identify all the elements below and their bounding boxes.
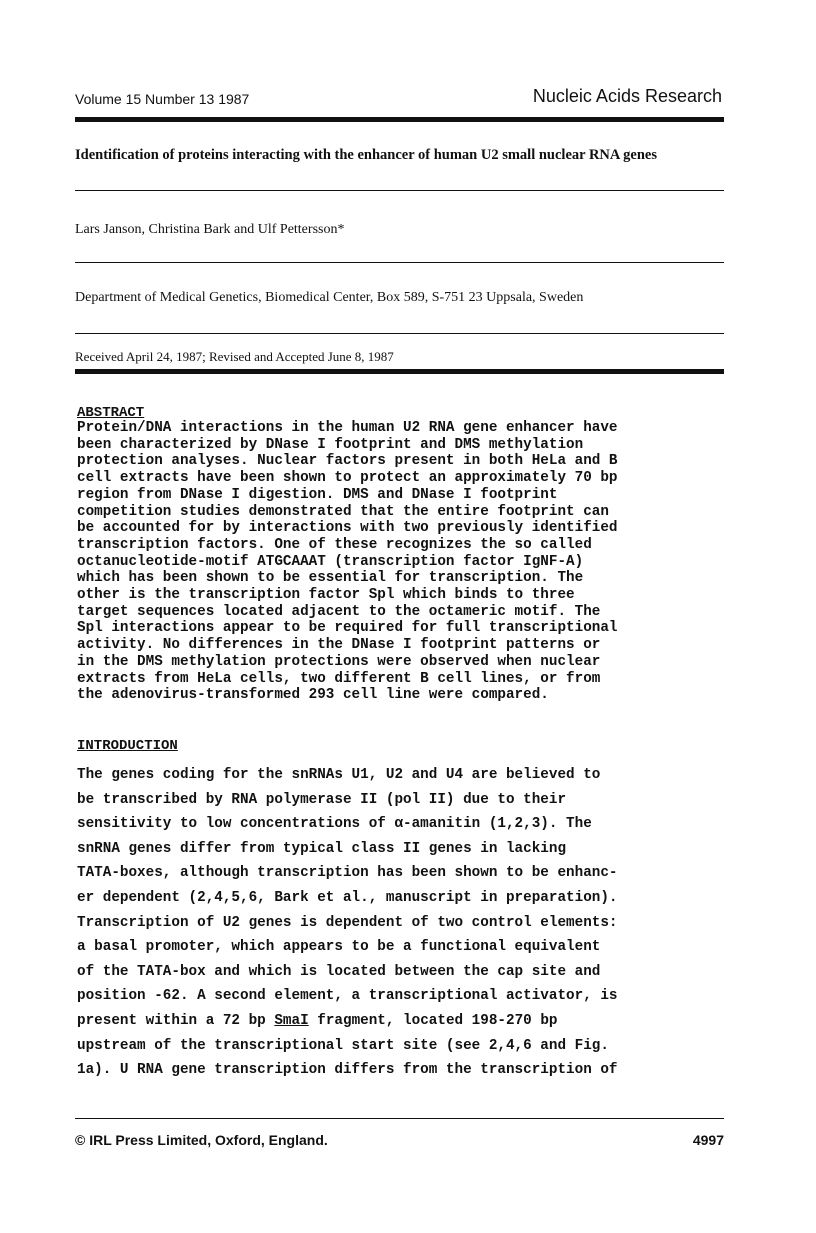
intro-line: 1a). U RNA gene transcription differs from the transcription of <box>77 1062 618 1079</box>
divider <box>75 333 724 334</box>
abstract-line: other is the transcription factor Spl which binds to three <box>77 587 575 604</box>
received-dates: Received April 24, 1987; Revised and Accepted June 8, 1987 <box>75 349 394 364</box>
intro-line: upstream of the transcriptional start site (see 2,4,6 and Fig. <box>77 1037 609 1054</box>
intro-line: a basal promoter, which appears to be a functional equivalent <box>77 939 601 956</box>
divider <box>75 190 724 191</box>
introduction-heading: INTRODUCTION <box>77 738 178 754</box>
intro-text: fragment, located 198-270 bp <box>308 1012 558 1029</box>
abstract-line: octanucleotide-motif ATGCAAAT (transcription factor IgNF-A) <box>77 553 584 570</box>
abstract-line: cell extracts have been shown to protect an approximately 70 bp <box>77 470 618 487</box>
abstract-line: target sequences located adjacent to the octameric motif. The <box>77 603 601 620</box>
abstract-line: Protein/DNA interactions in the human U2 RNA gene enhancer have <box>77 420 618 436</box>
abstract-line: the adenovirus-transformed 293 cell line were compared. <box>77 687 549 704</box>
abstract-line: extracts from HeLa cells, two different B cell lines, or from <box>77 670 601 687</box>
introduction-body <box>77 763 727 1083</box>
intro-line: position -62. A second element, a transcriptional activator, is <box>77 988 618 1005</box>
article-title: Identification of proteins interacting with the enhancer of human U2 small nuclear RNA genes <box>75 147 658 163</box>
header-rule <box>75 117 724 122</box>
abstract-body <box>77 420 727 704</box>
intro-line: Transcription of U2 genes is dependent of two control elements: <box>77 914 618 931</box>
header-bottom-rule <box>75 369 724 374</box>
intro-line: of the TATA-box and which is located between the cap site and <box>77 963 601 980</box>
publisher-credit: © IRL Press Limited, Oxford, England. <box>75 1132 328 1148</box>
affiliation: Department of Medical Genetics, Biomedical Center, Box 589, S-751 23 Uppsala, Sweden <box>75 290 584 305</box>
intro-line: sensitivity to low concentrations of α-amanitin (1,2,3). The <box>77 816 592 833</box>
divider <box>75 262 724 263</box>
footer-rule <box>75 1118 724 1119</box>
page-number: 4997 <box>692 1132 724 1148</box>
intro-line: er dependent (2,4,5,6, Bark et al., manuscript in preparation). <box>77 889 618 906</box>
abstract-line: which has been shown to be essential for transcription. The <box>77 570 584 587</box>
abstract-line: activity. No differences in the DNase I footprint patterns or <box>77 637 601 654</box>
intro-line: TATA-boxes, although transcription has been shown to be enhanc- <box>77 865 618 882</box>
volume-info: Volume 15 Number 13 1987 <box>75 91 250 107</box>
authors: Lars Janson, Christina Bark and Ulf Pettersson* <box>75 222 345 237</box>
abstract-line: been characterized by DNase I footprint and DMS methylation <box>77 436 584 453</box>
abstract-line: protection analyses. Nuclear factors present in both HeLa and B <box>77 453 618 470</box>
abstract-line: be accounted for by interactions with two previously identified <box>77 520 618 537</box>
abstract-line: competition studies demonstrated that the entire footprint can <box>77 503 609 520</box>
abstract-line: region from DNase I digestion. DMS and DNase I footprint <box>77 486 558 503</box>
journal-name: Nucleic Acids Research <box>532 86 722 106</box>
abstract-line: transcription factors. One of these recognizes the so called <box>77 536 592 553</box>
abstract-line: in the DMS methylation protections were observed when nuclear <box>77 653 601 670</box>
intro-line: The genes coding for the snRNAs U1, U2 and U4 are believed to <box>77 767 601 783</box>
intro-line <box>77 1009 727 1034</box>
abstract-heading: ABSTRACT <box>77 405 145 421</box>
smai-underlined: SmaI <box>274 1012 309 1029</box>
intro-line: be transcribed by RNA polymerase II (pol II) due to their <box>77 791 567 808</box>
intro-line: snRNA genes differ from typical class II genes in lacking <box>77 840 567 857</box>
abstract-line: Spl interactions appear to be required for full transcriptional <box>77 620 618 637</box>
intro-text: present within a 72 bp <box>77 1012 275 1029</box>
